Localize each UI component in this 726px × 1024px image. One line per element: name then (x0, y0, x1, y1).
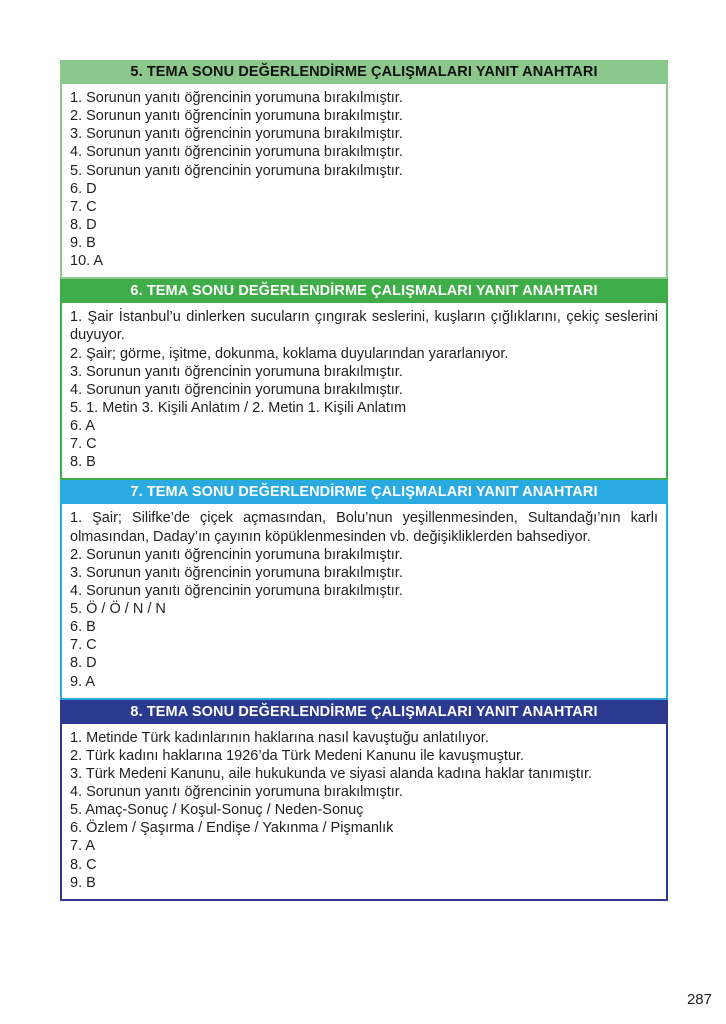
section-8-header: 8. TEMA SONU DEĞERLENDİRME ÇALIŞMALARI YANIT ANAHTARI (60, 700, 668, 724)
answer-line: 7. A (70, 838, 95, 855)
answer-line: 6. B (70, 619, 96, 636)
answer-line: 7. C (70, 198, 97, 215)
answer-line: 8. D (70, 655, 97, 672)
section-7-body (60, 504, 668, 699)
answer-line: 8. B (70, 454, 96, 471)
section-tema-7 (60, 480, 668, 699)
answer-line: 1. Sorunun yanıtı öğrencinin yorumuna bırakılmıştır. (70, 90, 403, 106)
answer-line: 1. Şair İstanbul’u dinlerken sucuların çıngırak seslerini, kuşların çığlıklarını, çekiç seslerini duyuyor. (70, 309, 658, 344)
answer-key-content (60, 60, 668, 901)
answer-line: 1. Şair; Silifke’de çiçek açmasından, Bolu’nun yeşillenmesinden, Sultandağı’nın karlı olmasından, Daday’ın çayının köpüklenmesinden vb. değişikliklerden bahsediyor. (70, 510, 658, 545)
section-8-body (60, 724, 668, 901)
answer-line: 10. A (70, 253, 104, 270)
answer-line: 4. Sorunun yanıtı öğrencinin yorumuna bırakılmıştır. (70, 381, 403, 398)
answer-line: 4. Sorunun yanıtı öğrencinin yorumuna bırakılmıştır. (70, 144, 403, 161)
answer-line: 7. C (70, 436, 97, 453)
answer-line: 3. Sorunun yanıtı öğrencinin yorumuna bırakılmıştır. (70, 126, 403, 143)
answer-line: 4. Sorunun yanıtı öğrencinin yorumuna bırakılmıştır. (70, 582, 403, 599)
answer-line: 5. 1. Metin 3. Kişili Anlatım / 2. Metin 1. Kişili Anlatım (70, 399, 407, 416)
answer-line: 5. Amaç-Sonuç / Koşul-Sonuç / Neden-Sonuç (70, 802, 364, 819)
answer-line: 8. D (70, 216, 97, 233)
answer-line: 9. B (70, 235, 96, 251)
answer-line: 2. Türk kadını haklarına 1926’da Türk Medeni Kanunu ile kavuşmuştur. (70, 747, 525, 764)
answer-line: 6. D (70, 180, 97, 197)
answer-line: 4. Sorunun yanıtı öğrencinin yorumuna bırakılmıştır. (70, 784, 403, 800)
section-tema-6 (60, 279, 668, 480)
section-6-body (60, 303, 668, 480)
section-6-header: 6. TEMA SONU DEĞERLENDİRME ÇALIŞMALARI YANIT ANAHTARI (60, 279, 668, 303)
answer-line: 3. Sorunun yanıtı öğrencinin yorumuna bırakılmıştır. (70, 363, 403, 380)
page-number: 287 (686, 991, 712, 1008)
answer-line: 8. C (70, 856, 97, 873)
answer-line: 2. Sorunun yanıtı öğrencinin yorumuna bırakılmıştır. (70, 546, 403, 563)
answer-line: 3. Türk Medeni Kanunu, aile hukukunda ve siyasi alanda kadına haklar tanımıştır. (70, 765, 593, 782)
answer-line: 6. A (70, 418, 95, 434)
section-tema-5 (60, 60, 668, 279)
answer-line: 9. A (70, 673, 95, 690)
section-7-header: 7. TEMA SONU DEĞERLENDİRME ÇALIŞMALARI YANIT ANAHTARI (60, 480, 668, 504)
answer-line: 5. Ö / Ö / N / N (70, 601, 166, 617)
answer-line: 9. B (70, 874, 96, 891)
section-5-body (60, 84, 668, 279)
answer-line: 2. Sorunun yanıtı öğrencinin yorumuna bırakılmıştır. (70, 108, 403, 125)
answer-line: 5. Sorunun yanıtı öğrencinin yorumuna bırakılmıştır. (70, 162, 403, 179)
answer-line: 2. Şair; görme, işitme, dokunma, koklama duyularından yararlanıyor. (70, 345, 509, 362)
answer-line: 3. Sorunun yanıtı öğrencinin yorumuna bırakılmıştır. (70, 564, 403, 581)
section-tema-8 (60, 700, 668, 901)
answer-line: 6. Özlem / Şaşırma / Endişe / Yakınma / Pişmanlık (70, 820, 394, 837)
answer-line: 7. C (70, 637, 97, 654)
answer-line: 1. Metinde Türk kadınlarının haklarına nasıl kavuştuğu anlatılıyor. (70, 729, 489, 746)
section-5-header: 5. TEMA SONU DEĞERLENDİRME ÇALIŞMALARI YANIT ANAHTARI (60, 60, 668, 84)
